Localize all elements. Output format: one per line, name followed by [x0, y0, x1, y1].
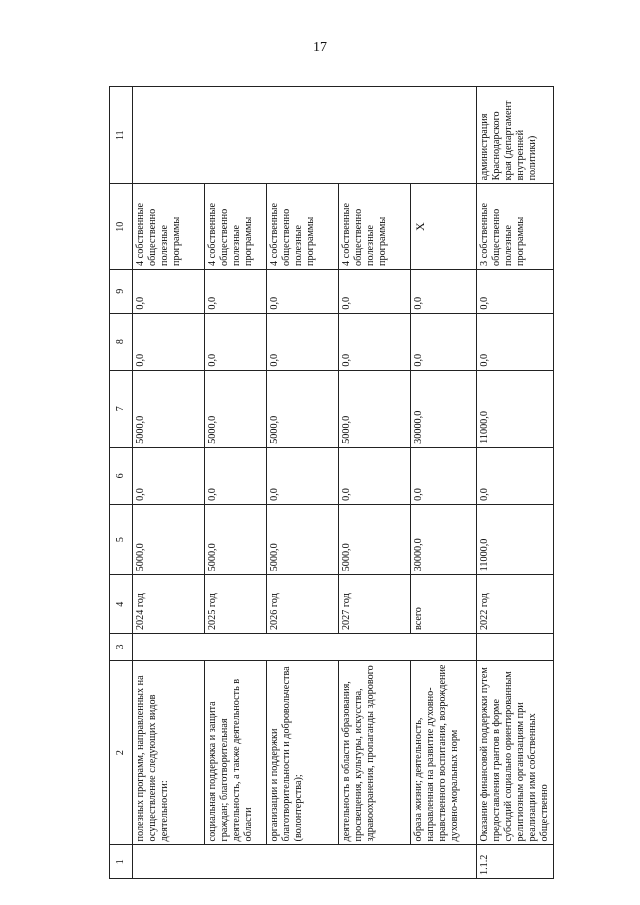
- value-cell: 5000,0: [205, 504, 267, 574]
- value-cell: 0,0: [133, 269, 205, 313]
- value-cell: 0,0: [477, 313, 554, 370]
- value-cell: 0,0: [205, 447, 267, 504]
- value-cell: 0,0: [411, 269, 477, 313]
- value-cell: 5000,0: [267, 504, 339, 574]
- value-cell: 5000,0: [339, 504, 411, 574]
- table-row: [339, 87, 411, 879]
- description-cell: организации и поддержки благотворительности и добровольчества (волонтерства);: [267, 660, 339, 845]
- header-cell: 9: [110, 269, 133, 313]
- result-cell: 4 собственные общественно полезные программы: [133, 184, 205, 270]
- year-cell: 2024 год: [133, 575, 205, 634]
- value-cell: 0,0: [133, 447, 205, 504]
- row-number-cell: 1.1.2: [477, 845, 554, 879]
- value-cell: 0,0: [205, 269, 267, 313]
- value-cell: 0,0: [267, 313, 339, 370]
- value-cell: 0,0: [267, 269, 339, 313]
- header-cell: 7: [110, 370, 133, 447]
- responsible-cell: администрация Краснодарского края (департамент внутренней политики): [477, 87, 554, 184]
- header-cell: 10: [110, 184, 133, 270]
- value-cell: 0,0: [205, 313, 267, 370]
- program-table: [109, 86, 554, 879]
- value-cell: 0,0: [133, 313, 205, 370]
- result-cell: [411, 184, 477, 270]
- value-cell: 5000,0: [133, 504, 205, 574]
- description-cell: образа жизни; деятельность, направленная на развитие духовно-нравственного воспитания, возрождение духовно-моральных норм: [411, 660, 477, 845]
- year-cell: всего: [411, 575, 477, 634]
- value-cell: 0,0: [477, 447, 554, 504]
- page-number: 17: [313, 40, 327, 55]
- result-cell: 4 собственные общественно полезные программы: [267, 184, 339, 270]
- row-number-cell: [133, 845, 477, 879]
- result-cell: 4 собственные общественно полезные программы: [205, 184, 267, 270]
- description-cell: Оказание финансовой поддержки путем предоставления грантов в форме субсидий социально ориентированным религиозным организациям при реализации ими собственных общественно: [477, 660, 554, 845]
- table-wrapper: [109, 86, 551, 879]
- header-cell: 4: [110, 575, 133, 634]
- responsible-cell: [133, 87, 477, 184]
- description-cell: деятельность в области образования, просвещения, культуры, искусства, здравоохранения, пропаганды здорового: [339, 660, 411, 845]
- value-cell: 30000,0: [411, 370, 477, 447]
- table-row: [477, 87, 554, 879]
- header-cell: 11: [110, 87, 133, 184]
- header-cell: 6: [110, 447, 133, 504]
- value-cell: 0,0: [339, 313, 411, 370]
- description-cell: полезных программ, направленных на осуществление следующих видов деятельности:: [133, 660, 205, 845]
- year-cell: 2026 год: [267, 575, 339, 634]
- result-cell: 3 собственные общественно полезные программы: [477, 184, 554, 270]
- header-cell: 1: [110, 845, 133, 879]
- table-row: [267, 87, 339, 879]
- empty-cell: [477, 634, 554, 661]
- value-cell: 11000,0: [477, 370, 554, 447]
- header-cell: 3: [110, 634, 133, 661]
- year-cell: 2025 год: [205, 575, 267, 634]
- value-cell: 5000,0: [205, 370, 267, 447]
- table-row: [133, 87, 205, 879]
- x-mark: X: [413, 222, 427, 232]
- header-cell: 2: [110, 660, 133, 845]
- value-cell: 5000,0: [133, 370, 205, 447]
- value-cell: 0,0: [339, 447, 411, 504]
- rotated-table-container: [109, 86, 551, 879]
- table-row: [205, 87, 267, 879]
- empty-cell: [133, 634, 477, 661]
- value-cell: 11000,0: [477, 504, 554, 574]
- value-cell: 0,0: [477, 269, 554, 313]
- value-cell: 5000,0: [267, 370, 339, 447]
- description-cell: социальная поддержка и защита граждан; благотворительная деятельность, а также деятельность в области: [205, 660, 267, 845]
- value-cell: 30000,0: [411, 504, 477, 574]
- header-row: [110, 87, 133, 879]
- result-cell: 4 собственные общественно полезные программы: [339, 184, 411, 270]
- value-cell: 0,0: [339, 269, 411, 313]
- year-cell: 2022 год: [477, 575, 554, 634]
- year-cell: 2027 год: [339, 575, 411, 634]
- table-row: [411, 87, 477, 879]
- value-cell: 0,0: [267, 447, 339, 504]
- value-cell: 5000,0: [339, 370, 411, 447]
- value-cell: 0,0: [411, 447, 477, 504]
- header-cell: 5: [110, 504, 133, 574]
- header-cell: 8: [110, 313, 133, 370]
- value-cell: 0,0: [411, 313, 477, 370]
